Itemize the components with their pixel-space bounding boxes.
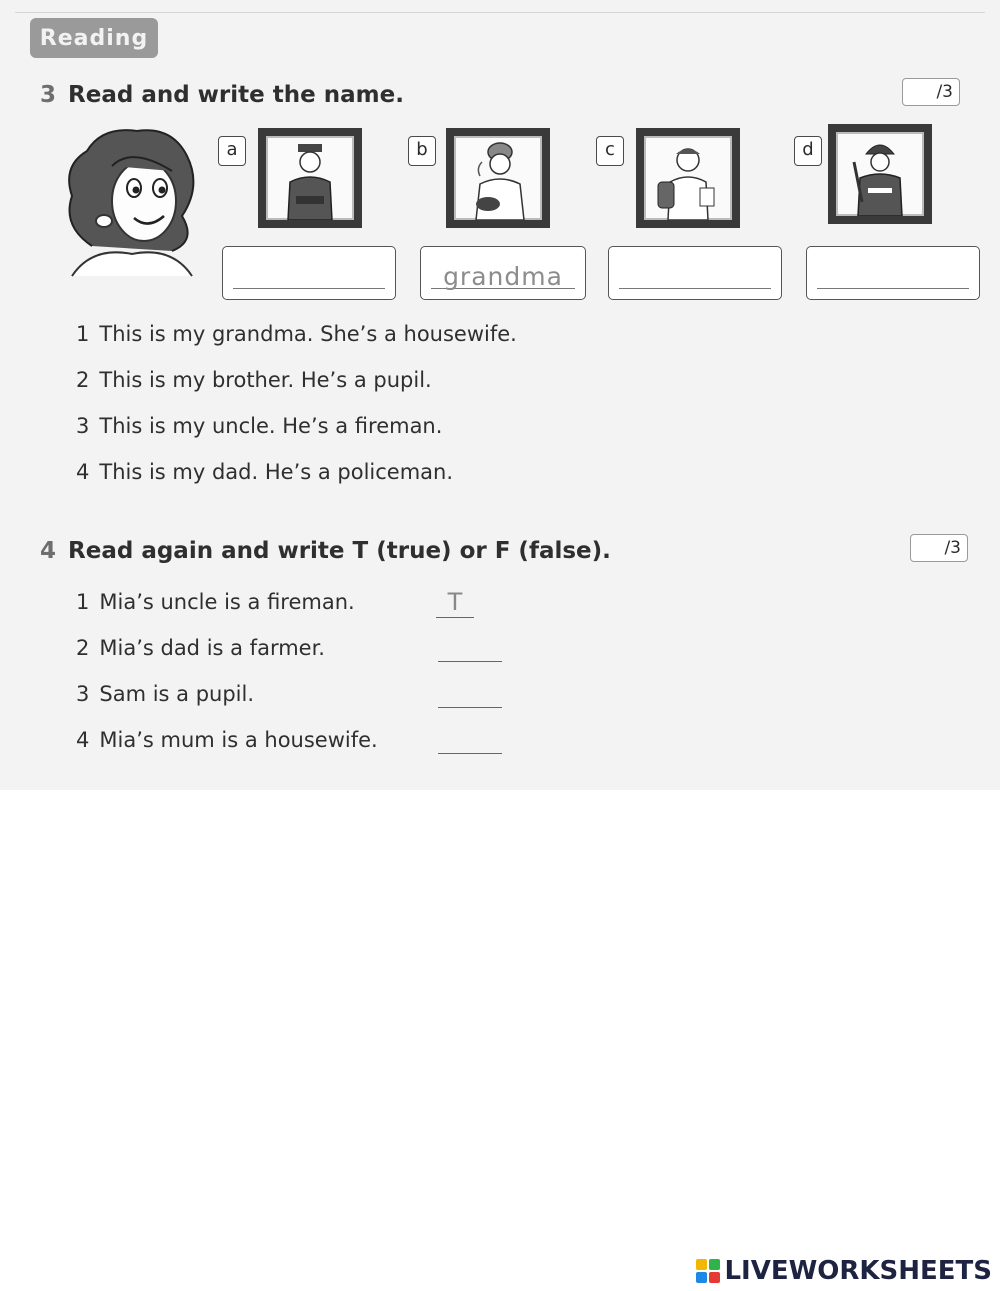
answer-line xyxy=(619,288,771,289)
picture-a-letter: a xyxy=(218,136,246,166)
answer-line xyxy=(233,288,385,289)
exercise-3-instruction: Read and write the name. xyxy=(68,82,404,108)
answer-box-b[interactable] xyxy=(420,246,586,300)
picture-a-frame xyxy=(258,128,362,228)
answer-line xyxy=(817,288,969,289)
tf-text: Sam is a pupil. xyxy=(99,682,255,706)
girl-illustration-icon xyxy=(62,126,202,286)
picture-c-frame xyxy=(636,128,740,228)
exercise-3-number: 3 xyxy=(40,82,57,108)
sentence-number: 3 xyxy=(76,414,90,438)
answer-box-a[interactable] xyxy=(222,246,396,300)
tf-item-4 xyxy=(76,728,378,752)
sentence-text: This is my uncle. He’s a fireman. xyxy=(99,414,443,438)
brand-name: LIVEWORKSHEETS xyxy=(724,1256,992,1286)
sentence-text: This is my dad. He’s a policeman. xyxy=(99,460,454,484)
liveworksheets-logo-icon xyxy=(696,1259,720,1283)
sentence-4 xyxy=(76,460,453,484)
picture-b-frame xyxy=(446,128,550,228)
section-tag: Reading xyxy=(30,18,158,58)
tf-text: Mia’s uncle is a fireman. xyxy=(99,590,355,614)
tf-number: 3 xyxy=(76,682,90,706)
sentence-2 xyxy=(76,368,432,392)
picture-d-letter: d xyxy=(794,136,822,166)
sentence-text: This is my brother. He’s a pupil. xyxy=(99,368,432,392)
policeman-icon xyxy=(266,136,354,220)
answer-box-c[interactable] xyxy=(608,246,782,300)
answer-box-d[interactable] xyxy=(806,246,980,300)
picture-d-frame xyxy=(828,124,932,224)
tf-answer-2[interactable] xyxy=(438,632,502,662)
picture-b-letter: b xyxy=(408,136,436,166)
top-rule xyxy=(15,12,985,13)
exercise-4-score-box[interactable]: /3 xyxy=(910,534,968,562)
tf-answer-4[interactable] xyxy=(438,724,502,754)
exercise-3-score-box[interactable]: /3 xyxy=(902,78,960,106)
pupil-icon xyxy=(644,136,732,220)
tf-answer-3[interactable] xyxy=(438,678,502,708)
sentence-3 xyxy=(76,414,442,438)
sentence-number: 2 xyxy=(76,368,90,392)
liveworksheets-brand xyxy=(696,1255,992,1287)
sentence-1 xyxy=(76,322,517,346)
tf-item-3 xyxy=(76,682,254,706)
tf-item-2 xyxy=(76,636,325,660)
fireman-icon xyxy=(836,132,924,216)
tf-item-1 xyxy=(76,590,355,614)
exercise-4-number: 4 xyxy=(40,538,57,564)
exercise-3-heading xyxy=(40,82,404,108)
sentence-number: 1 xyxy=(76,322,90,346)
tf-text: Mia’s dad is a farmer. xyxy=(99,636,325,660)
sentence-text: This is my grandma. She’s a housewife. xyxy=(99,322,517,346)
sentence-number: 4 xyxy=(76,460,90,484)
answer-b-value: grandma xyxy=(443,262,563,291)
tf-number: 2 xyxy=(76,636,90,660)
picture-c-letter: c xyxy=(596,136,624,166)
tf-number: 4 xyxy=(76,728,90,752)
tf-text: Mia’s mum is a housewife. xyxy=(99,728,378,752)
exercise-4-heading xyxy=(40,538,611,564)
tf-number: 1 xyxy=(76,590,90,614)
exercise-4-instruction: Read again and write T (true) or F (false). xyxy=(68,538,611,564)
tf-answer-1[interactable]: T xyxy=(436,588,474,618)
housewife-icon xyxy=(454,136,542,220)
